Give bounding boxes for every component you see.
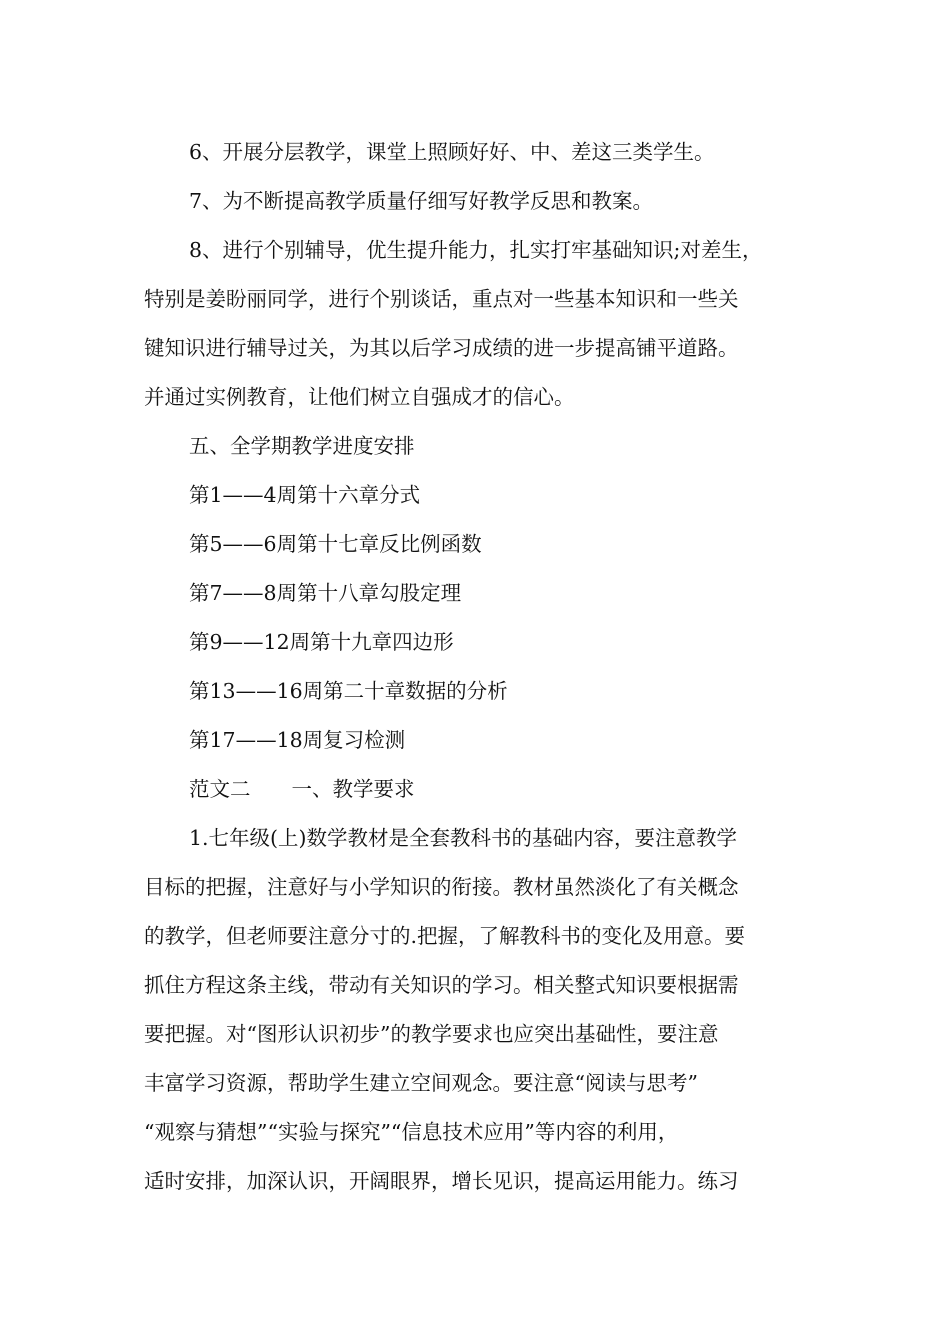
schedule-item: 第1——4周第十六章分式 <box>189 483 421 507</box>
section-heading: 范文二 一、教学要求 <box>189 777 415 801</box>
schedule-item: 第17——18周复习检测 <box>189 728 406 752</box>
document-body <box>144 128 824 1206</box>
text-line: 特别是姜盼丽同学，进行个别谈话，重点对一些基本知识和一些关 <box>144 287 739 311</box>
text-line: 7、为不断提高教学质量仔细写好教学反思和教案。 <box>189 189 654 213</box>
text-line: 6、开展分层教学，课堂上照顾好好、中、差这三类学生。 <box>189 140 715 164</box>
text-line: 8、进行个别辅导，优生提升能力，扎实打牢基础知识;对差生， <box>189 238 763 262</box>
schedule-item: 第7——8周第十八章勾股定理 <box>189 581 462 605</box>
text-line: 抓住方程这条主线，带动有关知识的学习。相关整式知识要根据需 <box>144 973 739 997</box>
section-heading: 五、全学期教学进度安排 <box>189 434 415 458</box>
text-line: 键知识进行辅导过关，为其以后学习成绩的进一步提高铺平道路。 <box>144 336 739 360</box>
text-line: 丰富学习资源，帮助学生建立空间观念。要注意“阅读与思考” <box>144 1071 698 1095</box>
text-line: 适时安排，加深认识，开阔眼界，增长见识，提高运用能力。练习 <box>144 1169 739 1193</box>
schedule-item: 第5——6周第十七章反比例函数 <box>189 532 482 556</box>
text-line: “观察与猜想”“实验与探究”“信息技术应用”等内容的利用， <box>144 1120 679 1144</box>
text-line: 并通过实例教育，让他们树立自强成才的信心。 <box>144 385 575 409</box>
schedule-item: 第9——12周第十九章四边形 <box>189 630 454 654</box>
text-line: 1.七年级(上)数学教材是全套教科书的基础内容，要注意教学 <box>189 826 738 850</box>
text-line: 要把握。对“图形认识初步”的教学要求也应突出基础性，要注意 <box>144 1022 719 1046</box>
text-line: 目标的把握，注意好与小学知识的衔接。教材虽然淡化了有关概念 <box>144 875 739 899</box>
schedule-item: 第13——16周第二十章数据的分析 <box>189 679 508 703</box>
text-line: 的教学，但老师要注意分寸的.把握，了解教科书的变化及用意。要 <box>144 924 746 948</box>
